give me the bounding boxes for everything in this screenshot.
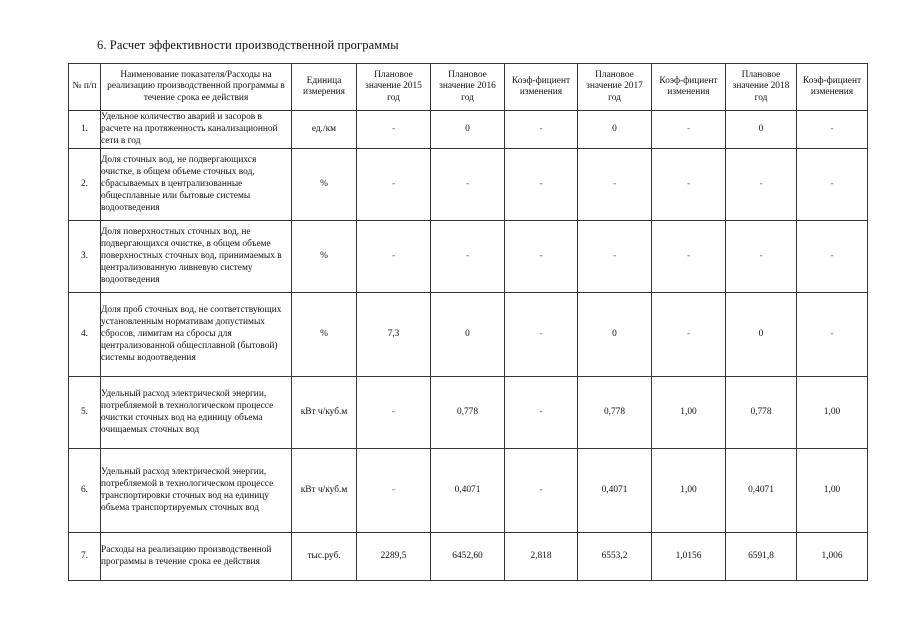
value-plan-2018: - (726, 220, 797, 292)
row-number: 3. (69, 220, 101, 292)
value-coef-2017: - (652, 292, 726, 376)
header-coef-2016: Коэф-фициент изменения (505, 64, 578, 111)
value-plan-2015: - (357, 220, 431, 292)
value-plan-2017: 6553,2 (578, 532, 652, 580)
header-unit: Единица измерения (292, 64, 357, 111)
value-plan-2016: - (431, 220, 505, 292)
unit-cell: % (292, 220, 357, 292)
indicator-name: Удельный расход электрической энергии, потребляемой в технологическом процессе очистки сточных вод на единицу объема очищаемых сточных вод (101, 376, 292, 448)
value-plan-2016: 0 (431, 292, 505, 376)
value-plan-2018: 0,778 (726, 376, 797, 448)
table-row (69, 111, 868, 149)
value-plan-2015: 7,3 (357, 292, 431, 376)
row-number: 5. (69, 376, 101, 448)
value-plan-2015: - (357, 376, 431, 448)
value-coef-2017: 1,00 (652, 448, 726, 532)
table-row (69, 148, 868, 220)
row-number: 6. (69, 448, 101, 532)
indicator-name: Доля поверхностных сточных вод, не подвергающихся очистке, в общем объеме поверхностных сточных вод, принимаемых в централизованную ливневую систему водоотведения (101, 220, 292, 292)
unit-cell: % (292, 292, 357, 376)
section-title: 6. Расчет эффективности производственной программы (97, 38, 399, 52)
value-plan-2016: 6452,60 (431, 532, 505, 580)
header-plan-2015: Плановое значение 2015 год (357, 64, 431, 111)
unit-cell: кВт ч/куб.м (292, 448, 357, 532)
header-coef-2017: Коэф-фициент изменения (652, 64, 726, 111)
value-coef-2016: 2,818 (505, 532, 578, 580)
header-num: № п/п (69, 64, 101, 111)
value-plan-2015: - (357, 111, 431, 149)
value-plan-2017: 0 (578, 111, 652, 149)
value-coef-2018: - (797, 292, 868, 376)
value-plan-2017: 0 (578, 292, 652, 376)
value-coef-2016: - (505, 111, 578, 149)
value-coef-2018: 1,00 (797, 376, 868, 448)
header-plan-2017: Плановое значение 2017 год (578, 64, 652, 111)
value-plan-2018: 0 (726, 111, 797, 149)
value-coef-2016: - (505, 220, 578, 292)
value-coef-2017: - (652, 148, 726, 220)
unit-cell: тыс.руб. (292, 532, 357, 580)
value-coef-2018: - (797, 111, 868, 149)
efficiency-table (68, 63, 868, 581)
value-plan-2015: - (357, 448, 431, 532)
value-coef-2017: 1,00 (652, 376, 726, 448)
value-coef-2018: - (797, 220, 868, 292)
value-plan-2016: 0 (431, 111, 505, 149)
value-plan-2018: 0,4071 (726, 448, 797, 532)
value-coef-2018: - (797, 148, 868, 220)
value-plan-2017: 0,778 (578, 376, 652, 448)
table-header-row (69, 64, 868, 111)
value-plan-2017: - (578, 148, 652, 220)
table-row (69, 532, 868, 580)
indicator-name: Удельное количество аварий и засоров в расчете на протяженность канализационной сети в год (101, 111, 292, 149)
table-row (69, 376, 868, 448)
unit-cell: ед./км (292, 111, 357, 149)
value-plan-2016: 0,4071 (431, 448, 505, 532)
row-number: 2. (69, 148, 101, 220)
value-plan-2017: - (578, 220, 652, 292)
table-row (69, 292, 868, 376)
value-coef-2018: 1,00 (797, 448, 868, 532)
header-name: Наименование показателя/Расходы на реализацию производственной программы в течение срока ее действия (101, 64, 292, 111)
value-coef-2016: - (505, 376, 578, 448)
value-coef-2017: 1,0156 (652, 532, 726, 580)
value-plan-2015: 2289,5 (357, 532, 431, 580)
value-plan-2017: 0,4071 (578, 448, 652, 532)
indicator-name: Удельный расход электрической энергии, потребляемой в технологическом процессе транспортировки сточных вод на единицу объема транспортируемых сточных вод (101, 448, 292, 532)
indicator-name: Доля проб сточных вод, не соответствующих установленным нормативам допустимых сбросов, лимитам на сбросы для централизованной общесплавной (бытовой) системы водоотведения (101, 292, 292, 376)
value-coef-2016: - (505, 292, 578, 376)
value-coef-2016: - (505, 448, 578, 532)
row-number: 7. (69, 532, 101, 580)
value-coef-2018: 1,006 (797, 532, 868, 580)
unit-cell: % (292, 148, 357, 220)
value-plan-2015: - (357, 148, 431, 220)
unit-cell: кВт ч/куб.м (292, 376, 357, 448)
value-plan-2018: 0 (726, 292, 797, 376)
header-coef-2018: Коэф-фициент изменения (797, 64, 868, 111)
indicator-name: Расходы на реализацию производственной программы в течение срока ее действия (101, 532, 292, 580)
header-plan-2016: Плановое значение 2016 год (431, 64, 505, 111)
value-coef-2016: - (505, 148, 578, 220)
table-row (69, 220, 868, 292)
header-plan-2018: Плановое значение 2018 год (726, 64, 797, 111)
table-row (69, 448, 868, 532)
value-plan-2018: 6591,8 (726, 532, 797, 580)
value-coef-2017: - (652, 220, 726, 292)
row-number: 1. (69, 111, 101, 149)
value-plan-2018: - (726, 148, 797, 220)
value-coef-2017: - (652, 111, 726, 149)
indicator-name: Доля сточных вод, не подвергающихся очистке, в общем объеме сточных вод, сбрасываемых в централизованные общесплавные или бытовые системы водоотведения (101, 148, 292, 220)
value-plan-2016: - (431, 148, 505, 220)
table-body (69, 111, 868, 581)
row-number: 4. (69, 292, 101, 376)
value-plan-2016: 0,778 (431, 376, 505, 448)
